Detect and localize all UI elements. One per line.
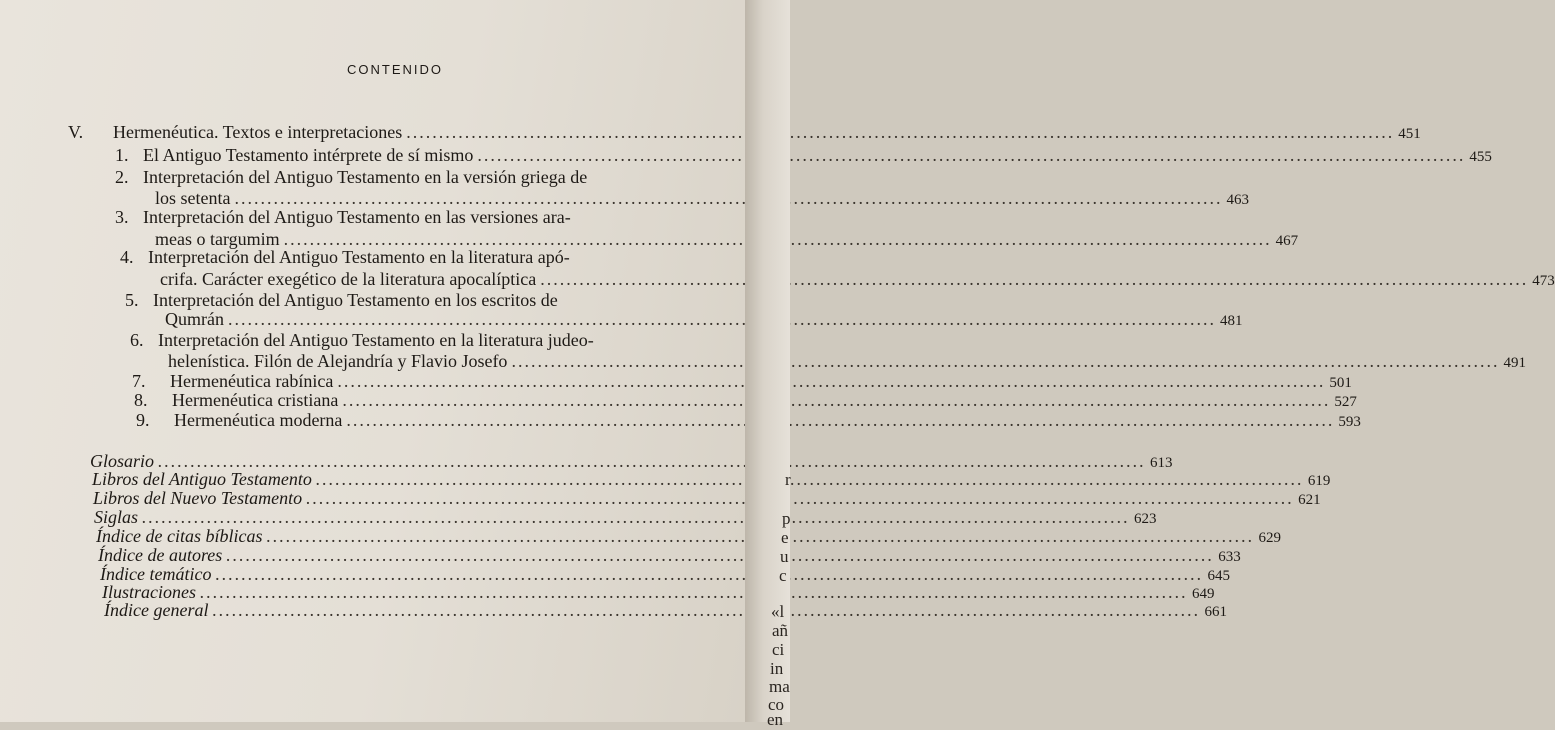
dot-leader bbox=[540, 269, 1528, 289]
next-page-fragment: in bbox=[770, 659, 784, 678]
next-page-fragment: co bbox=[768, 695, 785, 714]
next-page-fragment: r bbox=[785, 470, 791, 489]
entry-title: Interpretación del Antiguo Testamento en la literatura apó- bbox=[148, 247, 570, 267]
entry-page: 463 bbox=[1226, 192, 1249, 208]
next-page-fragment: ci bbox=[772, 640, 785, 659]
next-page-fragment: «l bbox=[771, 602, 785, 621]
next-page-fragment: p bbox=[782, 509, 791, 528]
entry-number: 1. bbox=[115, 145, 129, 165]
toc-entry-1 bbox=[115, 145, 1492, 167]
entry-number: 3. bbox=[115, 207, 129, 227]
dot-leader bbox=[158, 451, 1146, 471]
appendix-page: 623 bbox=[1134, 511, 1157, 527]
entry-number: 4. bbox=[120, 247, 134, 267]
appendix-label: Índice de citas bíblicas bbox=[96, 526, 263, 546]
dot-leader bbox=[316, 469, 1304, 489]
dot-leader bbox=[200, 582, 1188, 602]
entry-number: 9. bbox=[136, 410, 150, 430]
appendix-page: 613 bbox=[1150, 455, 1173, 471]
entry-title-cont: los setenta bbox=[155, 188, 231, 208]
next-page-edge bbox=[745, 0, 791, 729]
appendix-label: Ilustraciones bbox=[102, 582, 196, 602]
section-title: Hermenéutica. Textos e interpretaciones bbox=[113, 122, 403, 142]
toc-entry-2-line-1 bbox=[115, 167, 587, 187]
section-roman: V. bbox=[68, 122, 84, 142]
next-page-fragment: en bbox=[767, 710, 784, 729]
entry-title: Hermenéutica moderna bbox=[174, 410, 343, 430]
dot-leader bbox=[406, 122, 1394, 142]
dot-leader bbox=[477, 145, 1465, 165]
dot-leader bbox=[215, 564, 1203, 584]
dot-leader bbox=[346, 410, 1334, 430]
toc-entry-4-line-2 bbox=[160, 269, 1555, 291]
appendix-page: 619 bbox=[1307, 473, 1331, 489]
entry-title: Hermenéutica cristiana bbox=[172, 390, 339, 410]
entry-number: 8. bbox=[134, 390, 148, 410]
appendix-label: Índice temático bbox=[100, 564, 212, 584]
entry-title: Interpretación del Antiguo Testamento en las versiones ara- bbox=[143, 207, 571, 227]
appendix-label: Índice de autores bbox=[98, 545, 223, 565]
toc-entry-8 bbox=[134, 390, 1357, 412]
entry-title: Interpretación del Antiguo Testamento en la literatura judeo- bbox=[158, 330, 594, 350]
appendix-page: 661 bbox=[1204, 604, 1227, 620]
appendix-label: Libros del Nuevo Testamento bbox=[93, 488, 303, 508]
appendix-label: Libros del Antiguo Testamento bbox=[92, 469, 312, 489]
entry-page: 473 bbox=[1532, 273, 1555, 289]
next-page-fragment: c bbox=[779, 566, 787, 585]
dot-leader bbox=[234, 188, 1222, 208]
next-page-fragment: u bbox=[780, 547, 789, 566]
next-page-fragment: e bbox=[781, 528, 789, 547]
running-header: CONTENIDO bbox=[347, 62, 443, 77]
toc-entry-3-line-1 bbox=[115, 207, 571, 227]
dot-leader bbox=[306, 488, 1294, 508]
appendix-label: Siglas bbox=[94, 507, 139, 527]
entry-title-cont: Qumrán bbox=[165, 309, 224, 329]
entry-title-cont: meas o targumim bbox=[155, 229, 280, 249]
toc-entry-6-line-2 bbox=[168, 351, 1526, 373]
section-page: 451 bbox=[1398, 126, 1421, 142]
dot-leader bbox=[142, 507, 1130, 527]
toc-entry-4-line-1 bbox=[120, 247, 570, 267]
entry-title: Hermenéutica rabínica bbox=[170, 371, 334, 391]
entry-title: El Antiguo Testamento intérprete de sí mismo bbox=[143, 145, 474, 165]
entry-title: Interpretación del Antiguo Testamento en los escritos de bbox=[153, 290, 558, 310]
entry-title-cont: crifa. Carácter exegético de la literatura apocalíptica bbox=[160, 269, 537, 289]
toc-entry-5-line-2 bbox=[165, 309, 1243, 331]
appendix-label: Índice general bbox=[104, 600, 209, 620]
toc-section-heading bbox=[68, 122, 1421, 144]
entry-page: 501 bbox=[1329, 375, 1352, 391]
dot-leader bbox=[337, 371, 1325, 391]
appendix-page: 649 bbox=[1192, 586, 1215, 602]
toc-entry-5-line-1 bbox=[125, 290, 558, 310]
appendix-page: 621 bbox=[1298, 492, 1321, 508]
entry-page: 481 bbox=[1219, 313, 1243, 329]
entry-page: 593 bbox=[1338, 414, 1361, 430]
entry-page: 455 bbox=[1469, 149, 1492, 165]
dot-leader bbox=[226, 545, 1214, 565]
entry-page: 527 bbox=[1334, 394, 1357, 410]
entry-number: 2. bbox=[115, 167, 129, 187]
toc-entry-6-line-1 bbox=[130, 330, 594, 350]
dot-leader bbox=[228, 309, 1216, 329]
appendix-page: 633 bbox=[1218, 549, 1241, 565]
entry-title-cont: helenística. Filón de Alejandría y Flavio Josefo bbox=[168, 351, 508, 371]
entry-number: 7. bbox=[132, 371, 146, 391]
appendix-page: 629 bbox=[1258, 530, 1281, 546]
entry-title: Interpretación del Antiguo Testamento en la versión griega de bbox=[143, 167, 588, 187]
dot-leader bbox=[212, 600, 1200, 620]
appendix-entry-indice-general bbox=[104, 600, 1227, 622]
next-page-fragment: añ bbox=[772, 621, 789, 640]
next-page-fragment: ma bbox=[769, 677, 790, 696]
dot-leader bbox=[511, 351, 1499, 371]
entry-page: 491 bbox=[1503, 355, 1526, 371]
entry-page: 467 bbox=[1275, 233, 1299, 249]
show-through-text bbox=[95, 630, 715, 720]
appendix-page: 645 bbox=[1207, 568, 1230, 584]
toc-entry-9 bbox=[136, 410, 1361, 432]
entry-number: 6. bbox=[130, 330, 144, 350]
appendix-label: Glosario bbox=[90, 451, 155, 471]
entry-number: 5. bbox=[125, 290, 139, 310]
dot-leader bbox=[342, 390, 1330, 410]
